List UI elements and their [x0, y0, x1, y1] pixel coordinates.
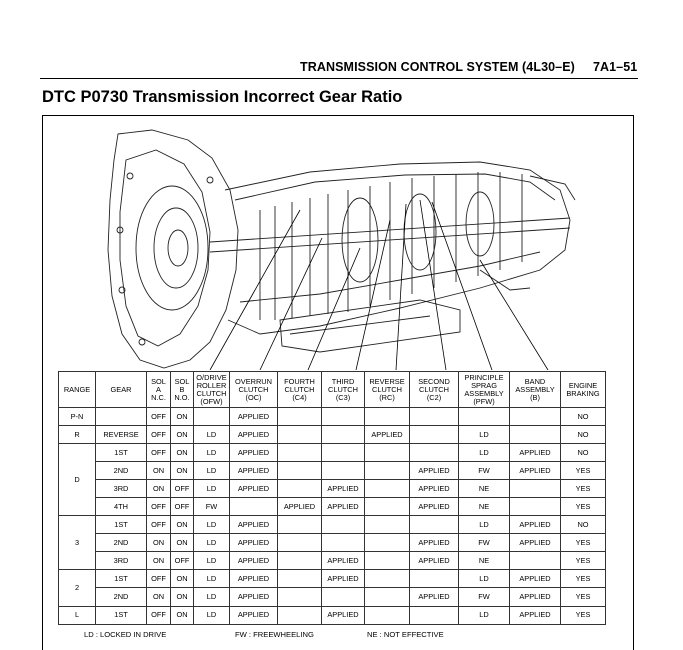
table-cell: LD	[194, 534, 230, 552]
table-cell: LD	[459, 570, 510, 588]
table-cell: OFF	[147, 498, 171, 516]
table-cell: YES	[561, 534, 606, 552]
table-cell	[278, 606, 322, 624]
table-cell: YES	[561, 498, 606, 516]
table-cell: LD	[194, 552, 230, 570]
table-row	[59, 408, 606, 426]
table-cell: APPLIED	[230, 516, 278, 534]
column-header-line: CLUTCH	[419, 384, 449, 394]
table-cell: 2ND	[96, 588, 147, 606]
table-cell: 2ND	[96, 534, 147, 552]
table-cell: OFF	[147, 516, 171, 534]
column-header-line: SOL	[151, 376, 166, 386]
table-cell: APPLIED	[230, 444, 278, 462]
table-cell: 2ND	[96, 462, 147, 480]
table-cell: 3RD	[96, 480, 147, 498]
table-cell: LD	[194, 462, 230, 480]
table-cell: OFF	[147, 606, 171, 624]
table-cell: APPLIED	[410, 498, 459, 516]
table-row	[59, 426, 606, 444]
table-cell: ON	[147, 534, 171, 552]
column-header-line: B	[179, 384, 185, 394]
table-cell: APPLIED	[230, 588, 278, 606]
table-cell	[410, 408, 459, 426]
table-cell: LD	[194, 570, 230, 588]
table-cell: LD	[194, 606, 230, 624]
table-cell: OFF	[171, 498, 194, 516]
column-header-line: ROLLER	[196, 380, 227, 390]
column-header	[171, 372, 194, 408]
table-cell	[278, 444, 322, 462]
table-row	[59, 480, 606, 498]
table-cell: LD	[194, 588, 230, 606]
table-cell	[278, 462, 322, 480]
column-header-line: CLUTCH	[284, 384, 315, 394]
table-cell	[365, 462, 410, 480]
column-header-line: CLUTCH	[196, 388, 227, 398]
table-cell: APPLIED	[365, 426, 410, 444]
table-cell: NE	[459, 480, 510, 498]
table-cell: APPLIED	[510, 570, 561, 588]
table-cell: YES	[561, 462, 606, 480]
table-cell: FW	[194, 498, 230, 516]
column-header	[510, 372, 561, 408]
table-cell: LD	[459, 516, 510, 534]
table-cell: NE	[459, 498, 510, 516]
table-row	[59, 498, 606, 516]
table-cell: OFF	[147, 426, 171, 444]
table-cell: APPLIED	[230, 570, 278, 588]
table-cell: ON	[147, 588, 171, 606]
column-header-line: (C4)	[292, 392, 307, 402]
table-cell: YES	[561, 552, 606, 570]
table-cell: APPLIED	[510, 516, 561, 534]
table-cell: ON	[171, 570, 194, 588]
table-cell: YES	[561, 588, 606, 606]
table-cell: LD	[459, 444, 510, 462]
table-cell: NE	[459, 552, 510, 570]
table-cell	[322, 426, 365, 444]
table-cell	[365, 444, 410, 462]
table-cell: LD	[459, 606, 510, 624]
table-cell	[510, 480, 561, 498]
table-cell: APPLIED	[230, 480, 278, 498]
table-cell: YES	[561, 606, 606, 624]
column-header-line: ASSEMBLY	[464, 388, 504, 398]
table-cell	[278, 426, 322, 444]
table-cell: 1ST	[96, 516, 147, 534]
column-header-line: THIRD	[331, 376, 355, 386]
table-cell: LD	[194, 444, 230, 462]
page-number: 7A1–51	[592, 60, 638, 74]
table-cell: NO	[561, 408, 606, 426]
table-cell: OFF	[147, 444, 171, 462]
column-header	[194, 372, 230, 408]
column-header	[59, 372, 96, 408]
table-cell: APPLIED	[322, 606, 365, 624]
column-header-line: ENGINE	[568, 380, 598, 390]
table-cell	[96, 408, 147, 426]
column-header-line: RANGE	[63, 384, 91, 394]
table-row	[59, 444, 606, 462]
range-cell: 2	[59, 570, 96, 606]
table-cell	[510, 426, 561, 444]
table-cell: 1ST	[96, 570, 147, 588]
table-cell: APPLIED	[410, 552, 459, 570]
table-cell	[322, 588, 365, 606]
table-cell: FW	[459, 534, 510, 552]
column-header-line: (OFW)	[200, 396, 223, 406]
column-header-line: SECOND	[418, 376, 450, 386]
column-header	[278, 372, 322, 408]
table-cell: APPLIED	[510, 534, 561, 552]
table-row	[59, 552, 606, 570]
range-cell: L	[59, 606, 96, 624]
table-row	[59, 516, 606, 534]
table-cell	[322, 516, 365, 534]
table-cell	[322, 444, 365, 462]
legend-ne: NE : NOT EFFECTIVE	[367, 630, 444, 639]
table-cell	[322, 408, 365, 426]
table-cell	[365, 498, 410, 516]
table-cell: ON	[147, 480, 171, 498]
table-cell: 3RD	[96, 552, 147, 570]
table-row	[59, 462, 606, 480]
table-cell	[322, 462, 365, 480]
column-header	[459, 372, 510, 408]
table-cell	[230, 498, 278, 516]
table-cell	[510, 408, 561, 426]
table-cell	[365, 480, 410, 498]
column-header-line: BRAKING	[566, 388, 600, 398]
table-cell: 1ST	[96, 606, 147, 624]
column-header	[322, 372, 365, 408]
table-cell: APPLIED	[410, 462, 459, 480]
table-row	[59, 606, 606, 624]
table-cell: 4TH	[96, 498, 147, 516]
legend-ld: LD : LOCKED IN DRIVE	[84, 630, 167, 639]
table-cell: ON	[171, 444, 194, 462]
table-cell	[410, 606, 459, 624]
table-cell: ON	[147, 462, 171, 480]
table-cell	[510, 498, 561, 516]
page-header	[300, 60, 637, 74]
table-cell: APPLIED	[278, 498, 322, 516]
legend-fw: FW : FREEWHEELING	[235, 630, 314, 639]
column-header-line: N.O.	[174, 392, 190, 402]
column-header-line: OVERRUN	[235, 376, 272, 386]
table-cell: FW	[459, 588, 510, 606]
table-cell: ON	[147, 552, 171, 570]
table-cell	[410, 570, 459, 588]
table-cell	[365, 516, 410, 534]
table-cell	[278, 588, 322, 606]
table-cell: NO	[561, 426, 606, 444]
table-cell	[459, 408, 510, 426]
table-cell: NO	[561, 516, 606, 534]
table-cell: APPLIED	[322, 480, 365, 498]
table-cell: LD	[194, 516, 230, 534]
table-cell: OFF	[171, 480, 194, 498]
table-cell: ON	[171, 534, 194, 552]
table-cell: APPLIED	[410, 588, 459, 606]
table-cell: APPLIED	[510, 444, 561, 462]
transmission-illustration	[60, 120, 580, 370]
column-header	[365, 372, 410, 408]
table-cell: APPLIED	[230, 534, 278, 552]
table-cell	[278, 534, 322, 552]
table-cell	[365, 570, 410, 588]
table-cell	[510, 552, 561, 570]
table-row	[59, 588, 606, 606]
table-cell: OFF	[147, 408, 171, 426]
table-cell	[278, 516, 322, 534]
column-header-line: A	[156, 384, 161, 394]
table-cell: LD	[194, 480, 230, 498]
table-cell: OFF	[171, 552, 194, 570]
table-cell	[278, 408, 322, 426]
table-cell: APPLIED	[410, 480, 459, 498]
table-cell: REVERSE	[96, 426, 147, 444]
table-cell: LD	[459, 426, 510, 444]
section-title: TRANSMISSION CONTROL SYSTEM (4L30–E)	[300, 60, 575, 74]
table-cell	[322, 534, 365, 552]
table-cell: ON	[171, 588, 194, 606]
column-header-line: (C3)	[335, 392, 351, 402]
column-header-line: PRINCIPLE	[464, 372, 504, 382]
table-cell: APPLIED	[410, 534, 459, 552]
table-cell: ON	[171, 462, 194, 480]
table-cell	[410, 426, 459, 444]
table-cell: 1ST	[96, 444, 147, 462]
range-cell: P-N	[59, 408, 96, 426]
table-cell	[278, 552, 322, 570]
column-header-line: N.C.	[151, 392, 166, 402]
column-header	[561, 372, 606, 408]
table-cell: APPLIED	[510, 588, 561, 606]
range-cell: R	[59, 426, 96, 444]
column-header	[147, 372, 171, 408]
column-header-line: GEAR	[110, 384, 132, 394]
column-header	[96, 372, 147, 408]
table-cell: APPLIED	[230, 552, 278, 570]
column-header-line: (C2)	[426, 392, 442, 402]
table-row	[59, 534, 606, 552]
column-header-line: (B)	[530, 392, 540, 402]
table-cell: ON	[171, 606, 194, 624]
table-cell	[365, 552, 410, 570]
table-cell: APPLIED	[230, 462, 278, 480]
table-cell	[278, 480, 322, 498]
table-cell: APPLIED	[510, 606, 561, 624]
table-cell	[365, 606, 410, 624]
table-cell: ON	[171, 516, 194, 534]
column-header-line: CLUTCH	[328, 384, 358, 394]
table-cell: APPLIED	[322, 498, 365, 516]
table-cell: APPLIED	[322, 570, 365, 588]
table-cell: LD	[194, 426, 230, 444]
column-header-line: SPRAG	[471, 380, 497, 390]
column-header	[230, 372, 278, 408]
column-header-line: ASSEMBLY	[515, 384, 555, 394]
table-cell	[278, 570, 322, 588]
table-cell	[365, 408, 410, 426]
column-header-line: SOL	[174, 376, 190, 386]
table-cell	[194, 408, 230, 426]
table-cell: ON	[171, 426, 194, 444]
column-header-line: REVERSE	[369, 376, 405, 386]
table-cell	[365, 588, 410, 606]
table-cell: OFF	[147, 570, 171, 588]
table-cell	[410, 516, 459, 534]
table-cell	[410, 444, 459, 462]
table-row	[59, 570, 606, 588]
page-title: DTC P0730 Transmission Incorrect Gear Ratio	[42, 88, 403, 106]
table-cell	[365, 534, 410, 552]
header-rule	[40, 78, 638, 79]
range-gear-table	[58, 371, 606, 625]
range-cell: D	[59, 444, 96, 516]
table-cell: ON	[171, 408, 194, 426]
column-header-line: CLUTCH	[372, 384, 402, 394]
column-header-line: FOURTH	[284, 376, 315, 386]
table-cell: YES	[561, 480, 606, 498]
table-cell: APPLIED	[230, 426, 278, 444]
table-cell: APPLIED	[322, 552, 365, 570]
column-header-line: BAND	[524, 376, 546, 386]
column-header-line: (PFW)	[473, 396, 495, 406]
table-cell: APPLIED	[510, 462, 561, 480]
table-cell: YES	[561, 570, 606, 588]
table-cell: APPLIED	[230, 606, 278, 624]
table-cell: APPLIED	[230, 408, 278, 426]
range-cell: 3	[59, 516, 96, 570]
column-header-line: (OC)	[245, 392, 262, 402]
column-header-line: CLUTCH	[238, 384, 269, 394]
column-header	[410, 372, 459, 408]
column-header-line: (RC)	[379, 392, 395, 402]
table-cell: FW	[459, 462, 510, 480]
table-header-row	[59, 372, 606, 408]
column-header-line: O/DRIVE	[196, 372, 227, 382]
table-cell: NO	[561, 444, 606, 462]
